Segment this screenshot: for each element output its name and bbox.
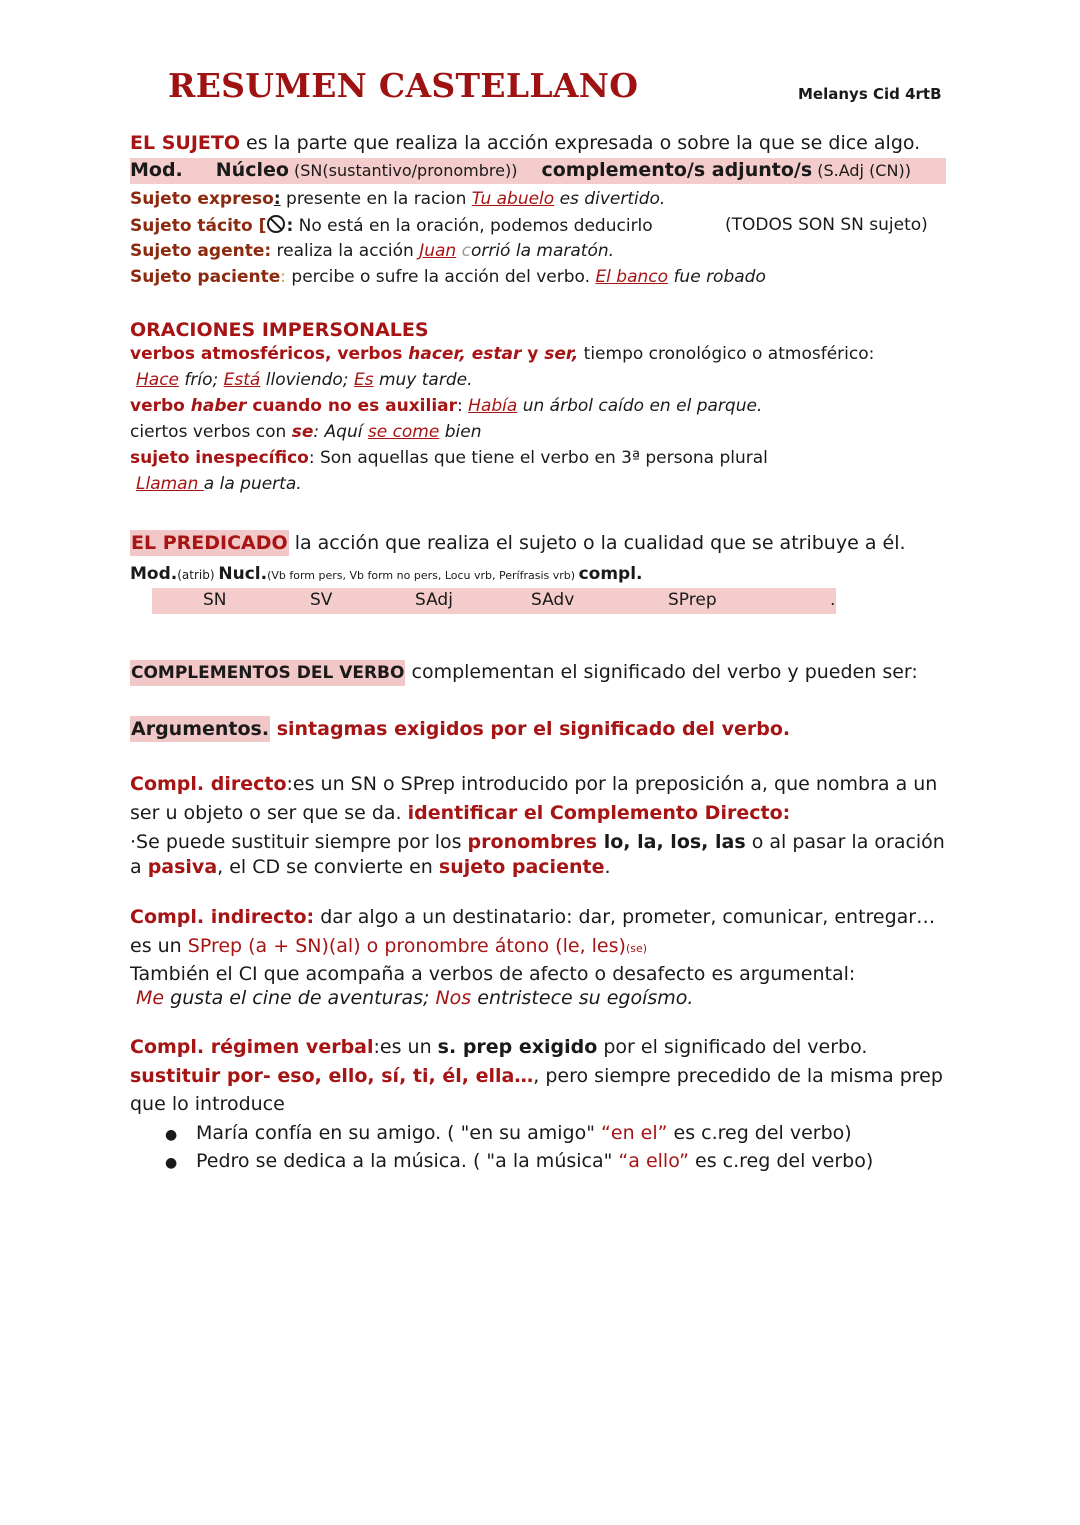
- impersonales-line-5: [130, 448, 768, 468]
- sintagma-sadj: SAdj: [415, 590, 453, 610]
- creg-line-1: [130, 1036, 867, 1058]
- sujeto-agente-example-underlined: Juan: [419, 241, 457, 261]
- complementos-definition-line: [130, 661, 918, 683]
- ci-line-3: También el CI que acompaña a verbos de afecto o desafecto es argumental:: [130, 963, 856, 985]
- creg-example-1: [196, 1122, 852, 1144]
- cd-period: .: [604, 856, 611, 878]
- impersonales-se: se: [291, 422, 314, 442]
- sintagma-sadv: SAdv: [531, 590, 575, 610]
- impersonales-colon: :: [457, 396, 469, 416]
- sujeto-agente-label: Sujeto agente:: [130, 241, 272, 261]
- complementos-heading: COMPLEMENTOS DEL VERBO: [130, 660, 405, 686]
- sujeto-nucleo: Núcleo: [215, 159, 289, 181]
- cd-sujeto-paciente: sujeto paciente: [438, 856, 605, 878]
- predicado-definition: la acción que realiza el sujeto o la cualidad que se atribuye a él.: [288, 532, 906, 554]
- ci-example-cine: gusta el cine de aventuras;: [164, 987, 436, 1009]
- sujeto-mod: Mod.: [130, 159, 183, 181]
- sujeto-expreso-label: Sujeto expreso: [130, 189, 274, 209]
- sintagmas-highlight: [152, 588, 836, 614]
- sujeto-definition: es la parte que realiza la acción expresada o sobre la que se dice algo.: [239, 132, 921, 154]
- sujeto-structure-line: [130, 159, 911, 181]
- creg-sustituir: sustituir por- eso, ello, sí, ti, él, ella…: [130, 1065, 534, 1087]
- predicado-compl: compl.: [578, 564, 643, 584]
- ci-example-egoismo: entristece su egoísmo.: [471, 987, 694, 1009]
- creg-example-2: [196, 1150, 873, 1172]
- sujeto-paciente-text: percibe o sufre la acción del verbo.: [286, 267, 596, 287]
- cd-pronombres: pronombres: [467, 831, 598, 853]
- impersonales-y: y: [521, 344, 545, 364]
- impersonales-line-3: [130, 396, 762, 416]
- ci-text-1: dar algo a un destinatario: dar, prometer, comunicar, entregar…: [314, 906, 936, 928]
- impersonales-line-4: [130, 422, 482, 442]
- predicado-structure-line: [130, 562, 643, 584]
- sujeto-expreso-colon: :: [273, 189, 281, 209]
- sintagma-sv: SV: [310, 590, 333, 610]
- impersonales-verbos: verbos atmosféricos, verbos: [130, 344, 409, 364]
- sujeto-tacito-label: Sujeto tácito [: [130, 216, 267, 236]
- example-aqui: : Aquí: [313, 422, 368, 442]
- creg-example-1-end: es c.reg del verbo): [667, 1122, 852, 1144]
- ci-sprep: SPrep (a + SN)(al) o pronombre átono (le, les): [187, 935, 626, 957]
- sujeto-paciente-label: Sujeto paciente: [130, 267, 281, 287]
- ci-example-nos: Nos: [435, 987, 472, 1009]
- creg-sprep-exigido: s. prep exigido: [437, 1036, 598, 1058]
- predicado-mod-detail: (atrib): [177, 568, 219, 582]
- impersonales-ser: ser,: [544, 344, 579, 364]
- impersonales-line-6: [136, 474, 302, 494]
- cd-label: Compl. directo: [130, 773, 287, 795]
- creg-line-2: [130, 1065, 943, 1087]
- sintagma-sn: SN: [203, 590, 227, 610]
- impersonales-heading: ORACIONES IMPERSONALES: [130, 319, 429, 341]
- example-esta: Está: [223, 370, 261, 390]
- sujeto-agente-example-c: c: [456, 241, 471, 261]
- cd-text-3: ·Se puede sustituir siempre por los: [130, 831, 468, 853]
- sujeto-expreso-line: [130, 189, 665, 209]
- cd-line-4: [130, 856, 611, 878]
- cd-pasiva: pasiva: [147, 856, 218, 878]
- example-es: Es: [353, 370, 374, 390]
- sujeto-expreso-text: presente en la racion: [280, 189, 472, 209]
- impersonales-inespecifico-def: : Son aquellas que tiene el verbo en 3ª persona plural: [308, 448, 768, 468]
- sujeto-todos-note: (TODOS SON SN sujeto): [725, 215, 928, 235]
- example-habia: Había: [468, 396, 518, 416]
- no-sign-icon: [267, 215, 285, 233]
- cd-line-3: [130, 831, 945, 853]
- impersonales-line-2: [136, 370, 472, 390]
- sintagma-dot: .: [830, 590, 836, 610]
- sujeto-paciente-example-underlined: El banco: [595, 267, 669, 287]
- ci-example-me: Me: [136, 987, 165, 1009]
- argumentos-line: [130, 718, 790, 740]
- sujeto-complemento-detail: (S.Adj (CN)): [812, 161, 911, 180]
- creg-line-3: que lo introduce: [130, 1093, 285, 1115]
- example-bien: bien: [439, 422, 482, 442]
- sujeto-nucleo-detail: (SN(sustantivo/pronombre)): [288, 161, 518, 180]
- impersonales-verbo: verbo: [130, 396, 191, 416]
- sujeto-expreso-example: es divertido.: [554, 189, 666, 209]
- creg-text-1a: :es un: [373, 1036, 438, 1058]
- bullet-icon: ●: [165, 1155, 178, 1171]
- cd-lo-la-los-las: lo, la, los, las: [597, 831, 746, 853]
- creg-text-1c: por el significado del verbo.: [597, 1036, 868, 1058]
- creg-example-2-text: Pedro se dedica a la música. ( "a la música": [196, 1150, 619, 1172]
- creg-example-2-a-ello: “a ello”: [618, 1150, 689, 1172]
- example-tarde: muy tarde.: [373, 370, 473, 390]
- cd-text-1: :es un SN o SPrep introducido por la preposición a, que nombra a un: [286, 773, 938, 795]
- sujeto-agente-example: orrió la maratón.: [470, 241, 615, 261]
- impersonales-no-auxiliar: cuando no es auxiliar: [246, 396, 458, 416]
- sujeto-tacito-colon: :: [286, 216, 294, 236]
- sintagma-sprep: SPrep: [668, 590, 717, 610]
- sujeto-agente-line: [130, 241, 614, 261]
- page-title: RESUMEN CASTELLANO: [168, 66, 639, 105]
- predicado-heading: EL PREDICADO: [131, 532, 288, 554]
- example-frio: frío;: [179, 370, 224, 390]
- cd-line-2: [130, 802, 790, 824]
- sujeto-heading: EL SUJETO: [130, 132, 240, 154]
- impersonales-hacer-estar: hacer, estar: [408, 344, 522, 364]
- sujeto-tacito-text: No está en la oración, podemos deducirlo: [293, 216, 653, 236]
- sujeto-paciente-line: [130, 267, 766, 287]
- argumentos-definition: sintagmas exigidos por el significado del verbo.: [270, 718, 791, 740]
- impersonales-tiempo: tiempo cronológico o atmosférico:: [578, 344, 875, 364]
- impersonales-ciertos-verbos: ciertos verbos con: [130, 422, 292, 442]
- ci-se: (se): [625, 942, 648, 955]
- ci-line-2: [130, 935, 647, 957]
- creg-example-2-end: es c.reg del verbo): [689, 1150, 874, 1172]
- creg-example-1-text: María confía en su amigo. ( "en su amigo": [196, 1122, 602, 1144]
- argumentos-label: Argumentos.: [131, 718, 270, 740]
- complementos-definition: complementan el significado del verbo y pueden ser:: [405, 661, 918, 683]
- cd-text-4b: , el CD se convierte en: [217, 856, 439, 878]
- predicado-mod: Mod.: [130, 564, 178, 584]
- example-hace: Hace: [136, 370, 180, 390]
- cd-line-1: [130, 773, 937, 795]
- predicado-nucl: Nucl.: [218, 564, 268, 584]
- example-lloviendo: lloviendo;: [260, 370, 354, 390]
- example-puerta: a la puerta.: [203, 474, 302, 494]
- sujeto-agente-text: realiza la acción: [271, 241, 420, 261]
- example-arbol: un árbol caído en el parque.: [517, 396, 763, 416]
- sujeto-expreso-example-underlined: Tu abuelo: [471, 189, 555, 209]
- sujeto-tacito-line: [130, 215, 653, 236]
- sujeto-complemento: complemento/s adjunto/s: [541, 159, 813, 181]
- impersonales-sujeto-inespecifico: sujeto inespecífico: [130, 448, 309, 468]
- sujeto-definition-line: [130, 132, 920, 154]
- cd-identificar: identificar el Complemento Directo:: [407, 802, 791, 824]
- impersonales-line-1: [130, 344, 874, 364]
- bullet-icon: ●: [165, 1127, 178, 1143]
- ci-label: Compl. indirecto:: [130, 906, 315, 928]
- example-se-come: se come: [367, 422, 440, 442]
- sujeto-paciente-colon: :: [280, 267, 286, 287]
- cd-text-3b: o al pasar la oración: [745, 831, 945, 853]
- ci-line-1: [130, 906, 935, 928]
- creg-text-2b: , pero siempre precedido de la misma prep: [533, 1065, 943, 1087]
- ci-text-2a: es un: [130, 935, 188, 957]
- author-name: Melanys Cid 4rtB: [798, 85, 942, 103]
- cd-text-4a: a: [130, 856, 148, 878]
- predicado-definition-line: [130, 532, 906, 554]
- cd-text-2: ser u objeto o ser que se da.: [130, 802, 408, 824]
- sujeto-paciente-example: fue robado: [668, 267, 766, 287]
- impersonales-haber: haber: [190, 396, 247, 416]
- predicado-nucl-detail: (Vb form pers, Vb form no pers, Locu vrb, Perífrasis vrb): [267, 569, 579, 582]
- creg-label: Compl. régimen verbal: [130, 1036, 374, 1058]
- example-llaman: Llaman: [136, 474, 204, 494]
- ci-line-4: [136, 987, 693, 1009]
- creg-example-1-en-el: “en el”: [601, 1122, 668, 1144]
